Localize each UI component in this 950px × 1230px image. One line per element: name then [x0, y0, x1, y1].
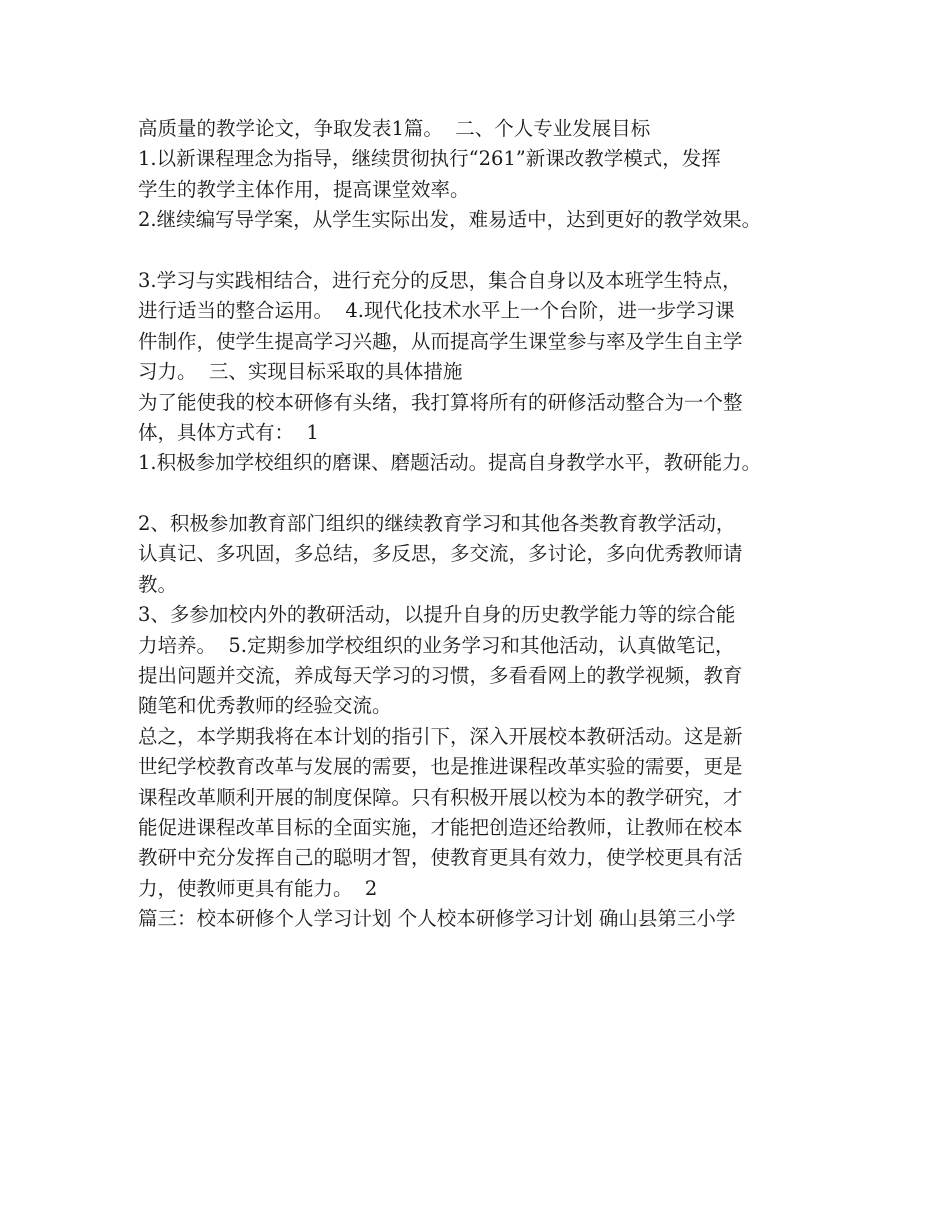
- text-line: 课程改革顺利开展的制度保障。只有积极开展以校为本的教学研究，才: [138, 785, 743, 809]
- blank-line: [138, 236, 938, 266]
- text-line: 进行适当的整合运用。 4.现代化技术水平上一个台阶，进一步学习课: [138, 299, 735, 323]
- text-line: 世纪学校教育改革与发展的需要，也是推进课程改革实验的需要，更是: [138, 755, 743, 779]
- text-line: 2.继续编写导学案，从学生实际出发，难易适中，达到更好的教学效果。: [138, 208, 762, 232]
- text-line: 随笔和优秀教师的经验交流。: [138, 694, 392, 718]
- text-line: 件制作，使学生提高学习兴趣，从而提高学生课堂参与率及学生自主学: [138, 329, 743, 353]
- text-line: 教。: [138, 572, 178, 596]
- text-line: 1.积极参加学校组织的磨课、磨题活动。提高自身教学水平，教研能力。: [138, 451, 762, 475]
- text-line: 提出问题并交流，养成每天学习的习惯，多看看网上的教学视频，教育: [138, 664, 743, 688]
- text-line: 教研中充分发挥自己的聪明才智，使教育更具有效力，使学校更具有活: [138, 846, 743, 870]
- text-line: 能促进课程改革目标的全面实施，才能把创造还给教师，让教师在校本: [138, 815, 743, 839]
- text-line: 力培养。 5.定期参加学校组织的业务学习和其他活动，认真做笔记，: [138, 633, 735, 657]
- text-line: 学生的教学主体作用，提高课堂效率。: [138, 177, 470, 201]
- text-line: 习力。 三、实现目标采取的具体措施: [138, 360, 463, 384]
- text-line: 认真记、多巩固，多总结，多反思，多交流，多讨论，多向优秀教师请: [138, 542, 743, 566]
- text-line: 为了能使我的校本研修有头绪，我打算将所有的研修活动整合为一个整: [138, 390, 743, 414]
- text-line: 体，具体方式有： 1: [138, 420, 319, 444]
- text-line: 篇三：校本研修个人学习计划 个人校本研修学习计划 确山县第三小学: [138, 907, 736, 931]
- document-body: [138, 114, 938, 935]
- text-line: 总之，本学期我将在本计划的指引下，深入开展校本教研活动。这是新: [138, 724, 743, 748]
- text-line: 3、多参加校内外的教研活动，以提升自身的历史教学能力等的综合能: [138, 603, 736, 627]
- text-line: 2、积极参加教育部门组织的继续教育学习和其他各类教育教学活动，: [138, 512, 736, 536]
- text-line: 1.以新课程理念为指导，继续贯彻执行“261”新课改教学模式，发挥: [138, 147, 721, 171]
- text-line: 3.学习与实践相结合，进行充分的反思，集合自身以及本班学生特点，: [138, 268, 742, 292]
- text-line: 力，使教师更具有能力。 2: [138, 876, 378, 900]
- text-line: 高质量的教学论文，争取发表1篇。 二、个人专业发展目标: [138, 117, 651, 140]
- blank-line: [138, 479, 938, 509]
